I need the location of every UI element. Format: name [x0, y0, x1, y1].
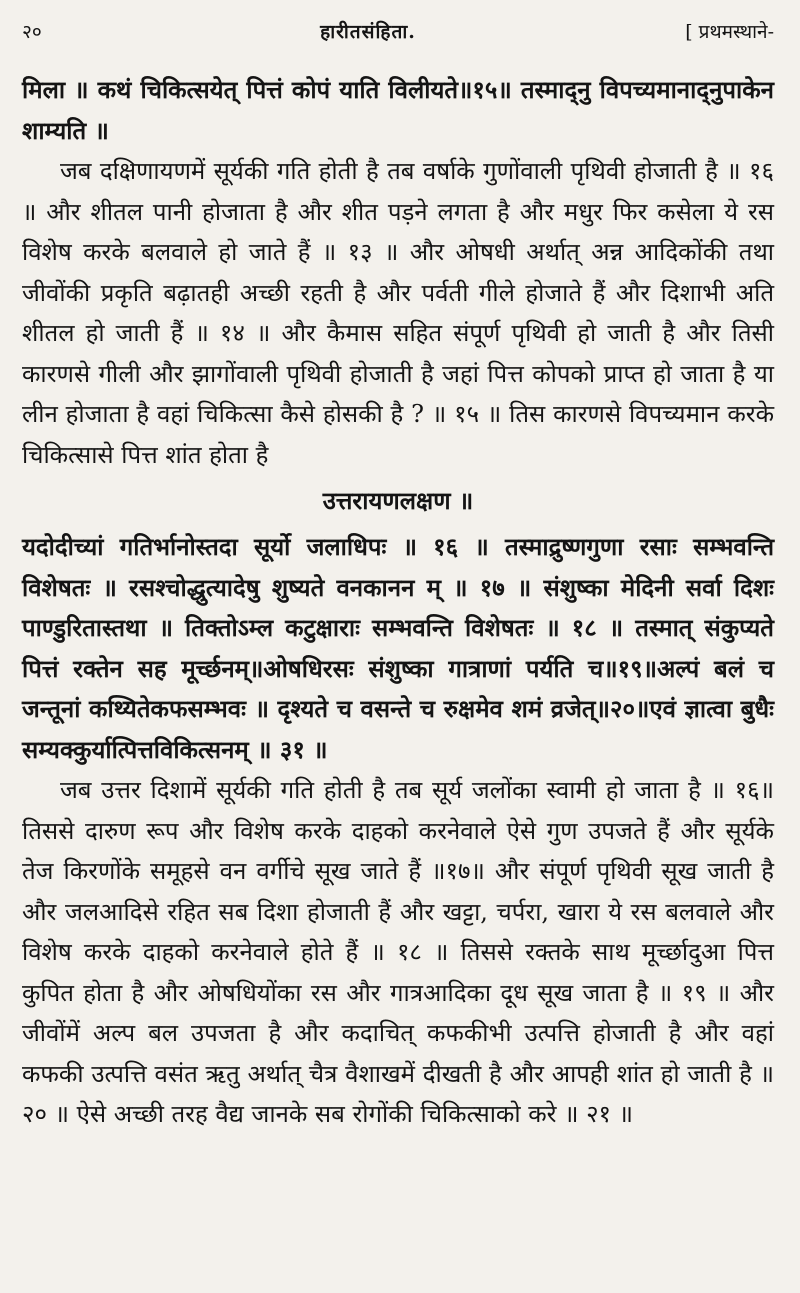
page-number: २०	[22, 21, 42, 43]
commentary-block: जब दक्षिणायणमें सूर्यकी गति होती है तब वर्षाके गुणोंवाली पृथिवी होजाती है ॥ १६ ॥ और शीतल पानी होजाता है और शीत पड़ने लगता है और मधुर फिर कसेला ये रस विशेष करके बलवाले हो जाते हैं ॥ १३ ॥ और ओषधी अर्थात् अन्न आदिकोंकी तथा जीवोंकी प्रकृति बढ़ातही अच्छी रहती है और पर्वती गीले होजाते हैं और दिशाभी अति शीतल हो जाती हैं ॥ १४ ॥ और कैमास सहित संपूर्ण पृथिवी हो जाती है और तिसी कारणसे गीली और झागोंवाली पृथिवी होजाती है जहां पित्त कोपको प्राप्त हो जाता है या लीन होजाता है वहां चिकित्सा कैसे होसकी है ? ॥ १५ ॥ तिस कारणसे विपच्यमान करके चिकित्सासे पित्त शांत होता है	[22, 157, 774, 469]
section-label: [ प्रथमस्थाने-	[685, 21, 774, 43]
verse-block: यदोदीच्यां गतिर्भानोस्तदा सूर्यो जलाधिपः ॥ १६ ॥ तस्माद्रुष्णगुणा रसाः सम्भवन्ति विशेषतः ॥ रसश्चोद्धुत्यादेषु शुष्यते वनकानन म् ॥ १७ ॥ संशुष्का मेदिनी सर्वा दिशः पाण्डुरितास्तथा ॥ तिक्तोऽम्ल कटुक्षाराः सम्भवन्ति विशेषतः ॥ १८ ॥ तस्मात् संकुप्यते पित्तं रक्तेन सह मूर्च्छनम्॥ओषधिरसः संशुष्का गात्राणां पर्यति च॥१९॥अल्पं बलं च जन्तूनां कथ्यितेकफसम्भवः ॥ दृश्यते च वसन्ते च रुक्षमेव शमं व्रजेत्॥२०॥एवं ज्ञात्वा बुधैः सम्यक्कुर्यात्पित्तविकित्सनम् ॥ ३१ ॥	[22, 532, 774, 764]
section-heading: उत्तरायणलक्षण ॥	[322, 486, 474, 515]
verse-block: मिला ॥ कथं चिकित्सयेत् पित्तं कोपं याति विलीयते॥१५॥ तस्माद्नु विपच्यमानाद्नुपाकेन शाम्यति ॥	[22, 75, 774, 145]
running-header	[22, 18, 774, 56]
commentary-block: जब उत्तर दिशामें सूर्यकी गति होती है तब सूर्य जलोंका स्वामी हो जाता है ॥ १६॥ तिससे दारुण रूप और विशेष करके दाहको करनेवाले ऐसे गुण उपजते हैं और सूर्यके तेज किरणोंके समूहसे वन वर्गीचे सूख जाते हैं ॥१७॥ और संपूर्ण पृथिवी सूख जाती है और जलआदिसे रहित सब दिशा होजाती हैं और खट्टा, चर्परा, खारा ये रस बलवाले और विशेष करके दाहको करनेवाले होते हैं ॥ १८ ॥ तिससे रक्तके साथ मूर्च्छादुआ पित्त कुपित होता है और ओषधियोंका रस और गात्रआदिका दूध सूख जाता है ॥ १९ ॥ और जीवोंमें अल्प बल उपजता है और कदाचित् कफकीभी उत्पत्ति होजाती है और वहां कफकी उत्पत्ति वसंत ऋतु अर्थात् चैत्र वैशाखमें दीखती है और आपही शांत हो जाती है ॥ २० ॥ ऐसे अच्छी तरह वैद्य जानके सब रोगोंकी चिकित्साको करे ॥ २१ ॥	[22, 776, 774, 1128]
book-title: हारीतसंहिता.	[320, 21, 416, 43]
